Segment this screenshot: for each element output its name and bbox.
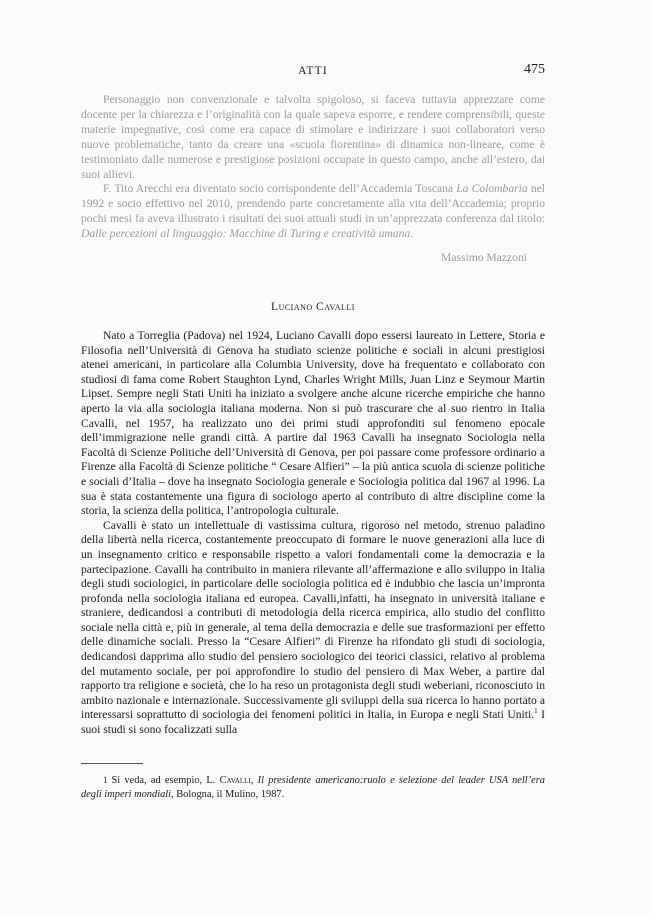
footnote-reference[interactable]: 1 — [534, 707, 538, 716]
running-title: ATTI — [298, 65, 328, 77]
footnote — [81, 773, 545, 802]
previous-article-tail — [81, 93, 545, 266]
running-header — [81, 62, 545, 82]
body-paragraph-2-text: Cavalli è stato un intellettuale di vastissima cultura, rigoroso nel metodo, strenuo paladino della libertà nella ricerca, costantemente preoccupato di formare le nuove generazioni alla luce di un insegnamento critico e responsabile rispetto a valori fondamentali come la democrazia e la partecipazione. Cavalli ha contribuito in maniera rilevante all’affermazione e allo sviluppo in Italia degli studi sociologici, in particolare delle sociologia politica ed è indubbio che lascia un’impronta profonda nella sociologia italiana ed europea. Cavalli,infatti, ha insegnato in università italiane e straniere, dedicandosi a contributi di metodologia della ricerca empirica, allo studio del conflitto sociale nella città e, più in generale, al tema della democrazia e delle sue trasformazioni per effetto delle dinamiche sociali. Presso la “Cesare Alfieri” di Firenze ha rifondato gli studi di sociologia, dedicandosi dapprima allo studio del pensiero sociologico dei teorici classici, relativo al problema del mutamento sociale, per poi approfondire lo studio del pensiero di Max Weber, a partire dal rapporto tra religione e società, che lo ha reso un protagonista degli studi weberiani, riconosciuto in ambito nazionale e internazionale. Successivamente gli sviluppi della sua ricerca lo hanno portato a interessarsi soprattutto di sociologia dei fenomeni politici in Italia, in Europa e negli Stati Uniti. — [81, 518, 545, 722]
previous-paragraph-2 — [81, 182, 545, 242]
previous-paragraph-2-a: F. Tito Arecchi era diventato socio corrispondente dell’Accademia Toscana — [103, 182, 457, 196]
body-paragraph-2 — [81, 519, 545, 738]
body-paragraph-1: Nato a Torreglia (Padova) nel 1924, Luciano Cavalli dopo essersi laureato in Lettere, Storia e Filosofia nell’Università di Genova ha studiato scienze politiche e sociali in alcuni prestigiosi atenei americani, in particolare alla Columbia University, dove ha frequentato e collaborato con studiosi di fama come Robert Staughton Lynd, Charles Wright Mills, Juan Linz e Seymour Martin Lipset. Sempre negli Stati Uniti ha iniziato a svolgere anche alcune ricerche empiriche che hanno aperto la via alla sociologia italiana moderna. Non si può trascurare che al suo rientro in Italia Cavalli, nel 1957, ha realizzato uno dei primi studi approfonditi sul fenomeno epocale dell’immigrazione nelle grandi città. A partire dal 1963 Cavalli ha insegnato Sociologia nella Facoltà di Scienze Politiche dell’Università di Genova, per poi passare come professore ordinario a Firenze alla Facoltà di Scienze politiche “ Cesare Alfieri” – la più antica scuola di scienze politiche e sociali d’Italia – dove ha insegnato Sociologia generale e Sociologia politica dal 1967 al 1996. La sua è stata costantemente una figura di sociologo aperto al contributo di altre discipline come la storia, la scienza della politica, l’antropologia culturale. — [81, 329, 545, 518]
footnote-number: 1 — [103, 775, 108, 785]
talk-title: Dalle percezioni al linguaggio: Macchine di Turing e creatività umana — [81, 227, 411, 241]
footnote-tail: , Bologna, il Mulino, 1987. — [171, 789, 285, 800]
footnote-author: Cavalli — [219, 775, 251, 786]
article-title: Luciano Cavalli — [271, 301, 355, 313]
previous-paragraph-1: Personaggio non convenzionale e talvolta spigoloso, si faceva tuttavia apprezzare come docente per la chiarezza e l’originalità con la quale sapeva esporre, e rendere comprensibili, queste materie impegnative, così come era capace di stimolare e indirizzare i suoi collaboratori verso nuove problematiche, tanto da creare una «scuola fiorentina» di dinamica non-lineare, come è testimoniato dalle numerose e prestigiose posizioni occupate in questo campo, anche all’estero, dai suoi allievi. — [81, 93, 545, 181]
page-number: 475 — [524, 62, 545, 77]
previous-paragraph-2-end: . — [410, 227, 414, 241]
footnote-divider — [81, 763, 143, 764]
footnote-lead: Si veda, ad esempio, L. — [111, 775, 220, 786]
previous-paragraph-2-b: nel 1992 e socio effettivo nel 2010, prendendo parte concretamente alla vita dell’Accademia; proprio pochi mesi fa aveva illustrato i risultati dei suoi attuali studi in un’apprezzata conferenza dal titolo: — [81, 182, 546, 226]
journal-title: La Colombaria — [456, 182, 528, 196]
body-paragraph-2-tail: I suoi studi si sono focalizzati sulla — [81, 708, 545, 737]
article-body — [81, 329, 545, 738]
footnote-sep: , — [250, 775, 258, 786]
author-signature: Massimo Mazzoni — [441, 251, 527, 265]
footnote-work-title: Il presidente americano:ruolo e selezione del leader USA nell’era degli imperi mondiali — [81, 775, 545, 800]
